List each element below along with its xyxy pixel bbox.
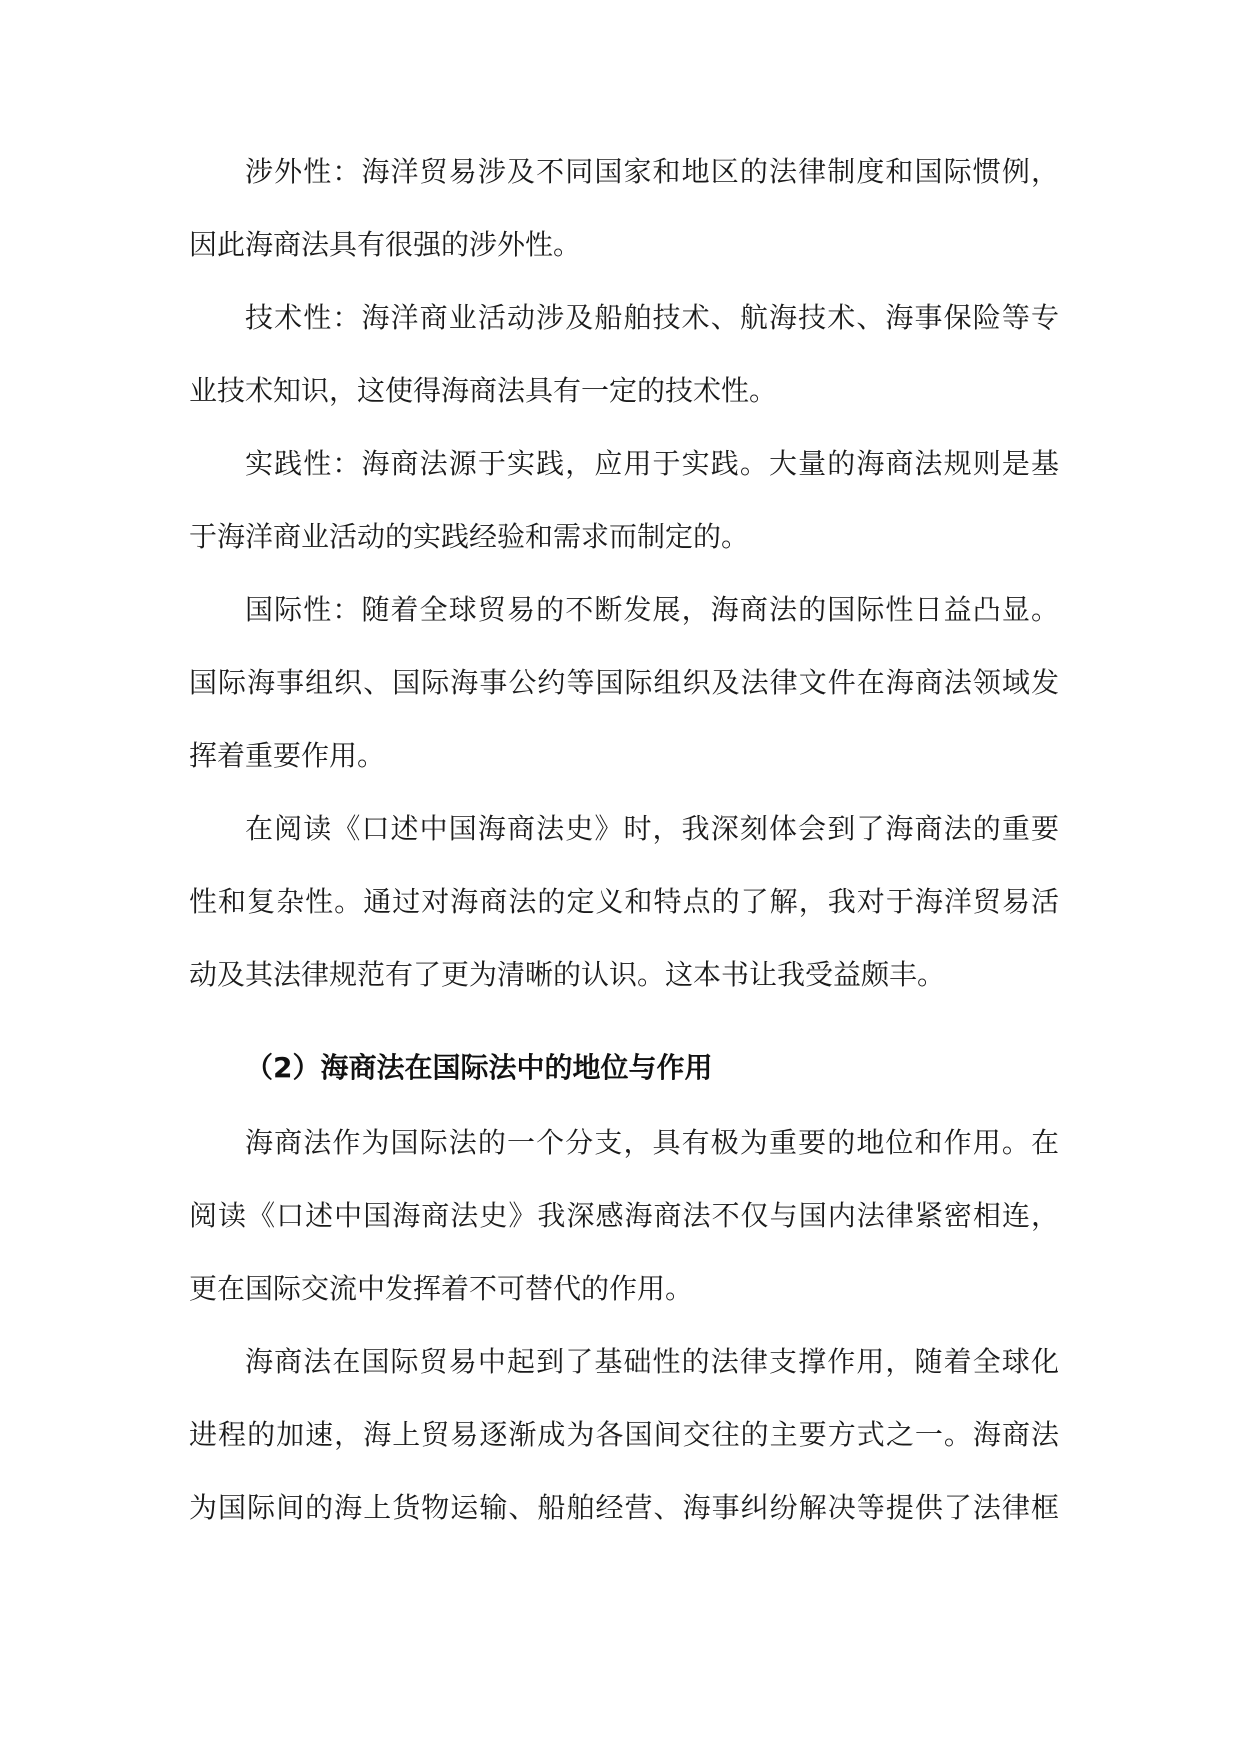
paragraph-line: 为国际间的海上货物运输、船舶经营、海事纠纷解决等提供了法律框 — [189, 1491, 1059, 1524]
paragraph-line: 海商法在国际贸易中起到了基础性的法律支撑作用，随着全球化 — [245, 1345, 1059, 1378]
paragraph-line: 进程的加速，海上贸易逐渐成为各国间交往的主要方式之一。海商法 — [189, 1418, 1059, 1451]
paragraph-line: 海商法作为国际法的一个分支，具有极为重要的地位和作用。在 — [245, 1126, 1059, 1159]
paragraph-line: 技术性：海洋商业活动涉及船舶技术、航海技术、海事保险等专 — [245, 301, 1059, 334]
paragraph-line: 国际海事组织、国际海事公约等国际组织及法律文件在海商法领域发 — [189, 666, 1059, 699]
paragraph-line: 因此海商法具有很强的涉外性。 — [189, 228, 582, 261]
paragraph-line: 业技术知识，这使得海商法具有一定的技术性。 — [189, 374, 778, 407]
paragraph-line: 阅读《口述中国海商法史》我深感海商法不仅与国内法律紧密相连， — [189, 1199, 1059, 1232]
paragraph-line: 在阅读《口述中国海商法史》时，我深刻体会到了海商法的重要 — [245, 812, 1059, 845]
paragraph-line: 更在国际交流中发挥着不可替代的作用。 — [189, 1272, 694, 1305]
paragraph-line: 国际性：随着全球贸易的不断发展，海商法的国际性日益凸显。 — [245, 593, 1059, 626]
paragraph-line: 挥着重要作用。 — [189, 739, 386, 772]
paragraph-line: 于海洋商业活动的实践经验和需求而制定的。 — [189, 520, 750, 553]
paragraph-line: 实践性：海商法源于实践，应用于实践。大量的海商法规则是基 — [245, 447, 1059, 480]
section-heading: （2）海商法在国际法中的地位与作用 — [245, 1051, 713, 1084]
paragraph-line: 涉外性：海洋贸易涉及不同国家和地区的法律制度和国际惯例， — [245, 155, 1059, 188]
paragraph-line: 性和复杂性。通过对海商法的定义和特点的了解，我对于海洋贸易活 — [189, 885, 1059, 918]
paragraph-line: 动及其法律规范有了更为清晰的认识。这本书让我受益颇丰。 — [189, 958, 946, 991]
